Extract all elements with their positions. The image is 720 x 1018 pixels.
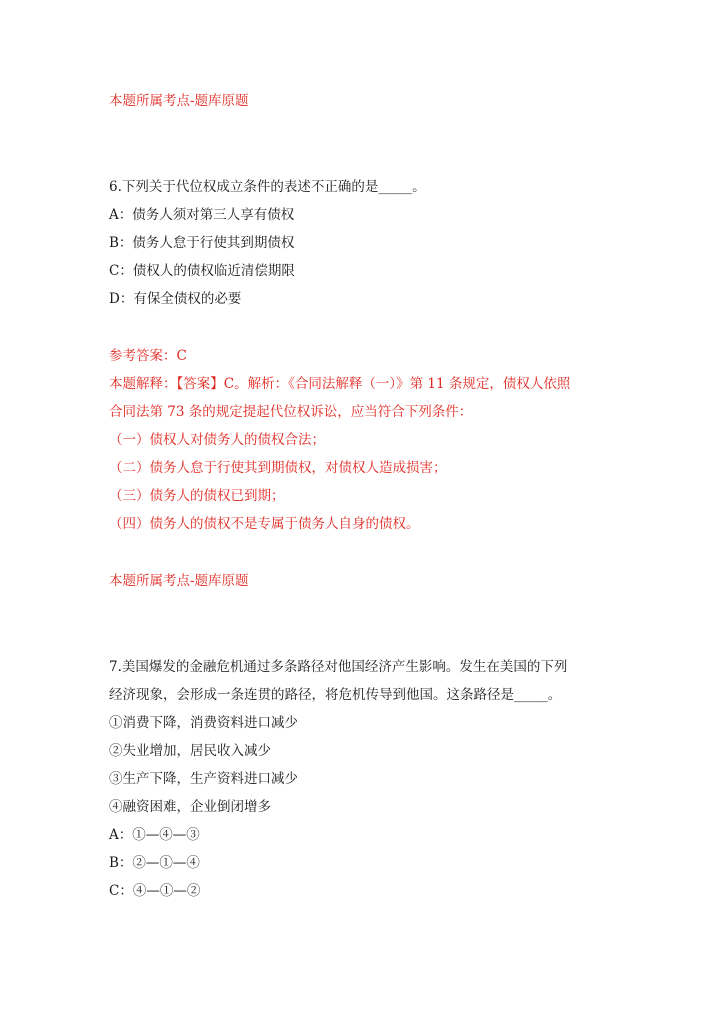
q7-stem-line: 7.美国爆发的金融危机通过多条路径对他国经济产生影响。发生在美国的下列 <box>109 659 568 675</box>
q6-explanation-line: 本题解释：【答案】C。解析：《合同法解释（一）》第 11 条规定，债权人依照 <box>109 376 571 392</box>
q7-stem-line: 经济现象，会形成一条连贯的路径，将危机传导到他国。这条路径是_____。 <box>109 687 562 703</box>
q6-option-b: B：债务人怠于行使其到期债权 <box>109 235 295 251</box>
q6-explanation-line: 合同法第 73 条的规定提起代位权诉讼，应当符合下列条件： <box>109 404 473 420</box>
q6-explanation-line: （四）债务人的债权不是专属于债务人自身的债权。 <box>109 516 420 532</box>
q6-explanation-line: （二）债务人怠于行使其到期债权，对债权人造成损害； <box>109 460 447 476</box>
q7-item-2: ②失业增加，居民收入减少 <box>109 743 271 759</box>
section-note-top: 本题所属考点-题库原题 <box>109 93 249 109</box>
q6-explanation-line: （一）债权人对债务人的债权合法； <box>109 432 325 448</box>
q6-option-c: C：债权人的债权临近清偿期限 <box>109 263 295 279</box>
q7-option-a: A：①—④—③ <box>109 827 200 843</box>
q7-item-1: ①消费下降，消费资料进口减少 <box>109 715 298 731</box>
q6-option-a: A：债务人须对第三人享有债权 <box>109 207 295 223</box>
q6-section-note: 本题所属考点-题库原题 <box>109 573 249 589</box>
q7-item-4: ④融资困难，企业倒闭增多 <box>109 799 271 815</box>
q7-option-b: B：②—①—④ <box>109 855 200 871</box>
q6-stem: 6.下列关于代位权成立条件的表述不正确的是_____。 <box>109 179 426 195</box>
q7-option-c: C：④—①—② <box>109 883 201 899</box>
q7-item-3: ③生产下降，生产资料进口减少 <box>109 771 298 787</box>
q6-explanation-line: （三）债务人的债权已到期； <box>109 488 285 504</box>
q6-answer: 参考答案：C <box>109 348 187 364</box>
q6-option-d: D：有保全债权的必要 <box>109 291 242 307</box>
